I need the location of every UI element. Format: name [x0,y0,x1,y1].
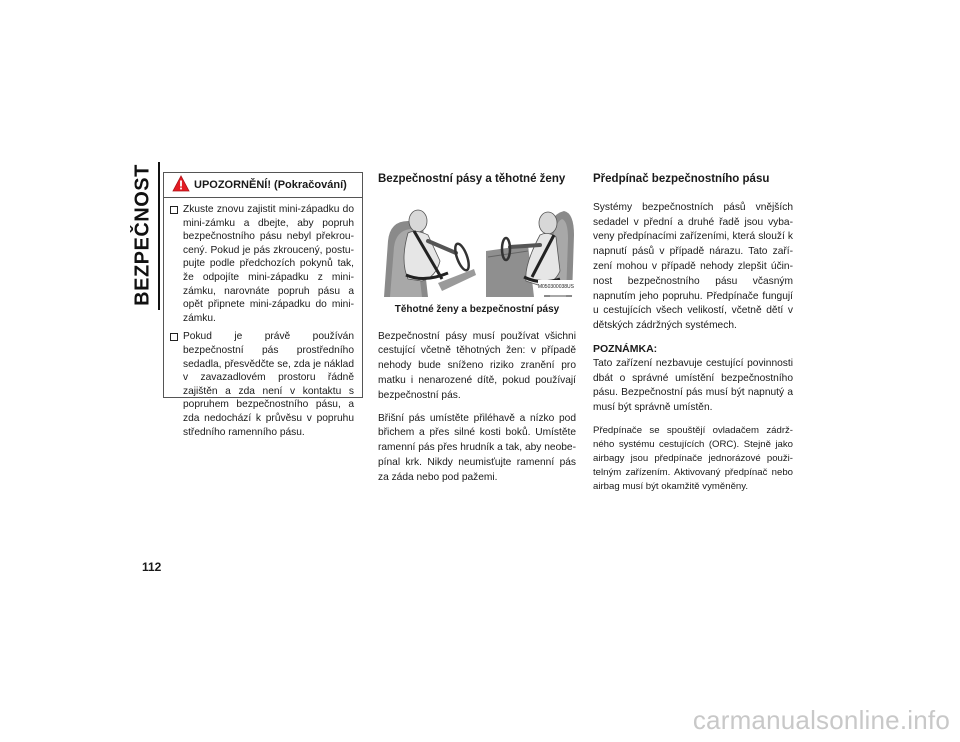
section-tab [128,164,158,306]
warning-item-text: Pokud je právě používán bezpečnostní pás prostředního sedadla, přesvědčte se, zda je náklad v zavazadlovém prostoru řádně zajištěn a zda není v kontaktu s popruhem bezpečnostního pásu, a zda nedochází k průvěsu v popruhu středního ramenního pásu. [183,331,354,438]
body-paragraph: Břišní pás umístěte přiléhavě a nízko pod břichem a přes silné kosti boků. Umístěte ramenní pás přes hrudník a tak, aby neobe- pínal krk. Nikdy neumisťujte ramenní pás za záda nebo pod pažemi. [378,412,576,483]
figure-code: M050300038US [538,280,574,295]
section-heading: Předpínač bezpečnostního pásu [593,173,770,185]
section-tab-label: BEZPEČNOST [131,164,154,306]
body-paragraph: Bezpečnostní pásy musí používat všichni cestující včetně těhotných žen: v případě nehody bude sníženo riziko zranění pro matku i nenarozené dítě, pokud používají bezpečnostní pás. [378,330,576,401]
section-rule [158,162,160,310]
warning-box [163,172,363,438]
body-paragraph: Systémy bezpečnostních pásů vnějších sedadel v přední a druhé řadě jsou vyba- veny předpínacími zařízeními, která slouží k napnutí pásů v případě nárazu. Tato zaří- zení mohou v případě nehody zlepšit účin- nost bezpečnostního pásu včasným napnutím jeho popruhu. Předpínače fungují u cestujících všech velikostí, včetně dětí v dětských zádržných systémech. [593,201,793,332]
note-text: Tato zařízení nezbavuje cestující povinnosti dbát o správné umístění bezpečnostního pásu. Bezpečnostní pás musí být napnutý a musí být správně umístěn. [593,357,793,414]
warning-header [164,173,362,198]
page-number: 112 [142,560,162,574]
checkbox-bullet-icon [170,333,178,341]
watermark: carmanualsonline.info [692,705,950,735]
warning-triangle-icon [172,175,190,192]
body-paragraph: Předpínače se spouštějí ovladačem zádrž- ného systému cestujících (ORC). Stejně jako airbagy jsou předpínače jednorázové použi- telným zařízením. Aktivovaný předpínač nebo airbag musí být okamžitě vyměněny. [593,424,793,492]
middle-column [378,172,576,494]
warning-title: UPOZORNĚNÍ! (Pokračování) [194,179,347,191]
right-column [593,172,793,502]
warning-item [170,330,354,439]
section-heading: Bezpečnostní pásy a těhotné ženy [378,173,566,185]
warning-item-text: Zkuste znovu zajistit mini-západku do mini-zámku a dbejte, aby popruh bezpečnostního pásu nebyl překrou- cený. Pokud je pás zkroucený, postu- pujte podle předchozích pokynů tak, že odpojíte mini-západku z mini-zámku, narovnáte popruh pásu a opět připnete mini-západku do mini-zámku. [183,204,354,324]
checkbox-bullet-icon [170,206,178,214]
warning-item [170,203,354,325]
figure-caption: Těhotné ženy a bezpečnostní pásy [394,303,560,315]
pregnant-seatbelt-figure [378,201,576,297]
note-label: POZNÁMKA: [593,342,658,355]
